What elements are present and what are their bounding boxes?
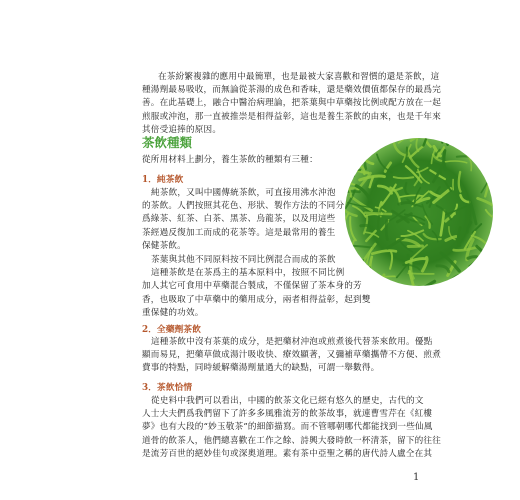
tea-leaf-stroke [352, 153, 358, 164]
tea-leaf-stroke [383, 287, 393, 288]
page-number: 1 [413, 472, 420, 483]
tea-leaf-stroke [381, 277, 385, 286]
subheading-pure-tea: 1．純茶飲 [142, 175, 184, 185]
intro-line: 善。在此基礎上，融合中醫治病理論，把茶葉與中草藥按比例或配方放在一起 [142, 98, 441, 109]
tea-leaf-stroke [471, 273, 472, 289]
tea-leaf-stroke [386, 221, 387, 240]
subheading-herbal: 2．全藥劑茶飲 [142, 325, 201, 335]
body-line: 費事的特點，同時緩解藥湯劑量過大的缺點，可謂一舉數得。 [142, 363, 380, 374]
tea-leaf-stroke [486, 177, 496, 183]
body-line: 顯而易見，把藥草做成湯汁吸收快、療效顯著，又彌補草藥攜帶不方便、煎煮 [142, 350, 441, 361]
tea-leaf-stroke [348, 151, 361, 154]
body-line: 純茶飲，又叫中國傳統茶飲，可直接用沸水沖泡 [151, 188, 336, 198]
tea-leaf-stroke [483, 130, 491, 143]
tea-leaf-stroke [406, 148, 407, 162]
tea-leaf-stroke [486, 263, 495, 268]
tea-leaves-photo [343, 136, 495, 288]
pure-tea-paragraph [142, 187, 345, 253]
tea-leaf-stroke [375, 275, 384, 286]
tea-poem-paragraph [142, 395, 441, 461]
body-line: 人士大夫們爲我們留下了許多多風雅流芳的飲茶故事，就連曹雪芹在《紅樓 [142, 409, 433, 420]
body-line: 茶經過反復加工而成的花茶等。這是最常用的養生 [142, 227, 336, 238]
herbal-paragraph [142, 336, 441, 376]
blended-tea-paragraph [142, 254, 371, 320]
tea-leaf-stroke [357, 135, 380, 137]
tea-leaf-stroke [352, 155, 355, 166]
tea-leaf-stroke [352, 163, 354, 175]
intro-line: 種湯劑最易吸收，而無論從茶湯的成色和香味，還是藥效價值都保存的最爲完 [142, 85, 441, 96]
tea-leaf-stroke [352, 137, 353, 153]
tea-leaf-stroke [469, 137, 485, 150]
tea-leaf-stroke [444, 151, 446, 170]
body-line: 這種茶飲中沒有茶葉的成分，是把藥材沖泡或煎煮後代替茶來飲用。優點 [151, 337, 433, 347]
tea-leaf-stroke [408, 273, 433, 274]
body-line: 香，也吸取了中草藥中的藥用成分，兩者相得益彰，起到雙 [142, 294, 371, 305]
tea-leaf-stroke [485, 284, 499, 287]
body-line: 從史料中我們可以看出，中國的飲茶文化已經有悠久的歷史，古代的文 [151, 396, 424, 406]
body-line: 道骨的飲茶人，他們總喜歡在工作之餘、詩興大發時飲一杯清茶，留下的往往 [142, 435, 441, 446]
section-title: 茶飲種類 [142, 135, 193, 150]
body-line: 的茶飲。人們按照其花色、形狀、製作方法的不同分 [142, 201, 345, 212]
body-line: 這種茶飲是在茶爲主的基本原料中，按照不同比例 [151, 268, 345, 279]
tea-leaf-stroke [442, 130, 447, 142]
intro-paragraph [142, 71, 441, 137]
intro-line: 煎服或沖泡，那一直被推崇是相得益彰，這也是養生茶飲的由來，也是千年來 [142, 111, 441, 122]
body-line: 爲綠茶、紅茶、白茶、黑茶、烏龍茶，以及用這些 [142, 214, 336, 225]
body-line: 保健茶飲。 [142, 240, 186, 251]
body-line: 重保健的功效。 [142, 307, 204, 318]
tea-leaf-stroke [408, 246, 422, 247]
tea-leaf-stroke [482, 155, 498, 166]
subheading-tea-poem: 3．茶飲恰情 [142, 383, 193, 393]
intro-line: 其倍受追捧的原因。 [142, 124, 222, 135]
tea-leaf-stroke [467, 140, 477, 142]
section-intro: 從所用材料上劃分，養生茶飲的種類有三種： [142, 155, 318, 165]
tea-leaf-stroke [480, 129, 489, 143]
body-line: 加人其它可食用中草藥混合製成，不僅保留了茶本身的芳 [142, 281, 362, 292]
tea-leaf-stroke [458, 133, 469, 147]
intro-line: 在茶紛繁複雜的應用中最簡單，也是最被大家喜歡和習慣的還是茶飲，這 [158, 72, 440, 82]
body-line: 是流芳百世的絕妙佳句或深奧道理。素有茶中亞聖之稱的唐代詩人盧仝在其 [142, 448, 433, 459]
body-line: 夢》也有大段的“妙玉敬茶”的細節描寫。而不管哪朝哪代都能找到一些仙風 [142, 422, 433, 433]
tea-leaf-stroke [363, 280, 376, 291]
tea-leaf-stroke [481, 149, 498, 155]
body-line: 茶葉與其他不同原料按不同比例混合而成的茶飲 [151, 255, 336, 265]
tea-leaf-stroke [365, 213, 391, 214]
tea-leaf-stroke [460, 128, 466, 149]
tea-leaf-stroke [370, 267, 373, 288]
tea-leaf-stroke [341, 151, 353, 168]
tea-leaf-stroke [363, 141, 374, 142]
